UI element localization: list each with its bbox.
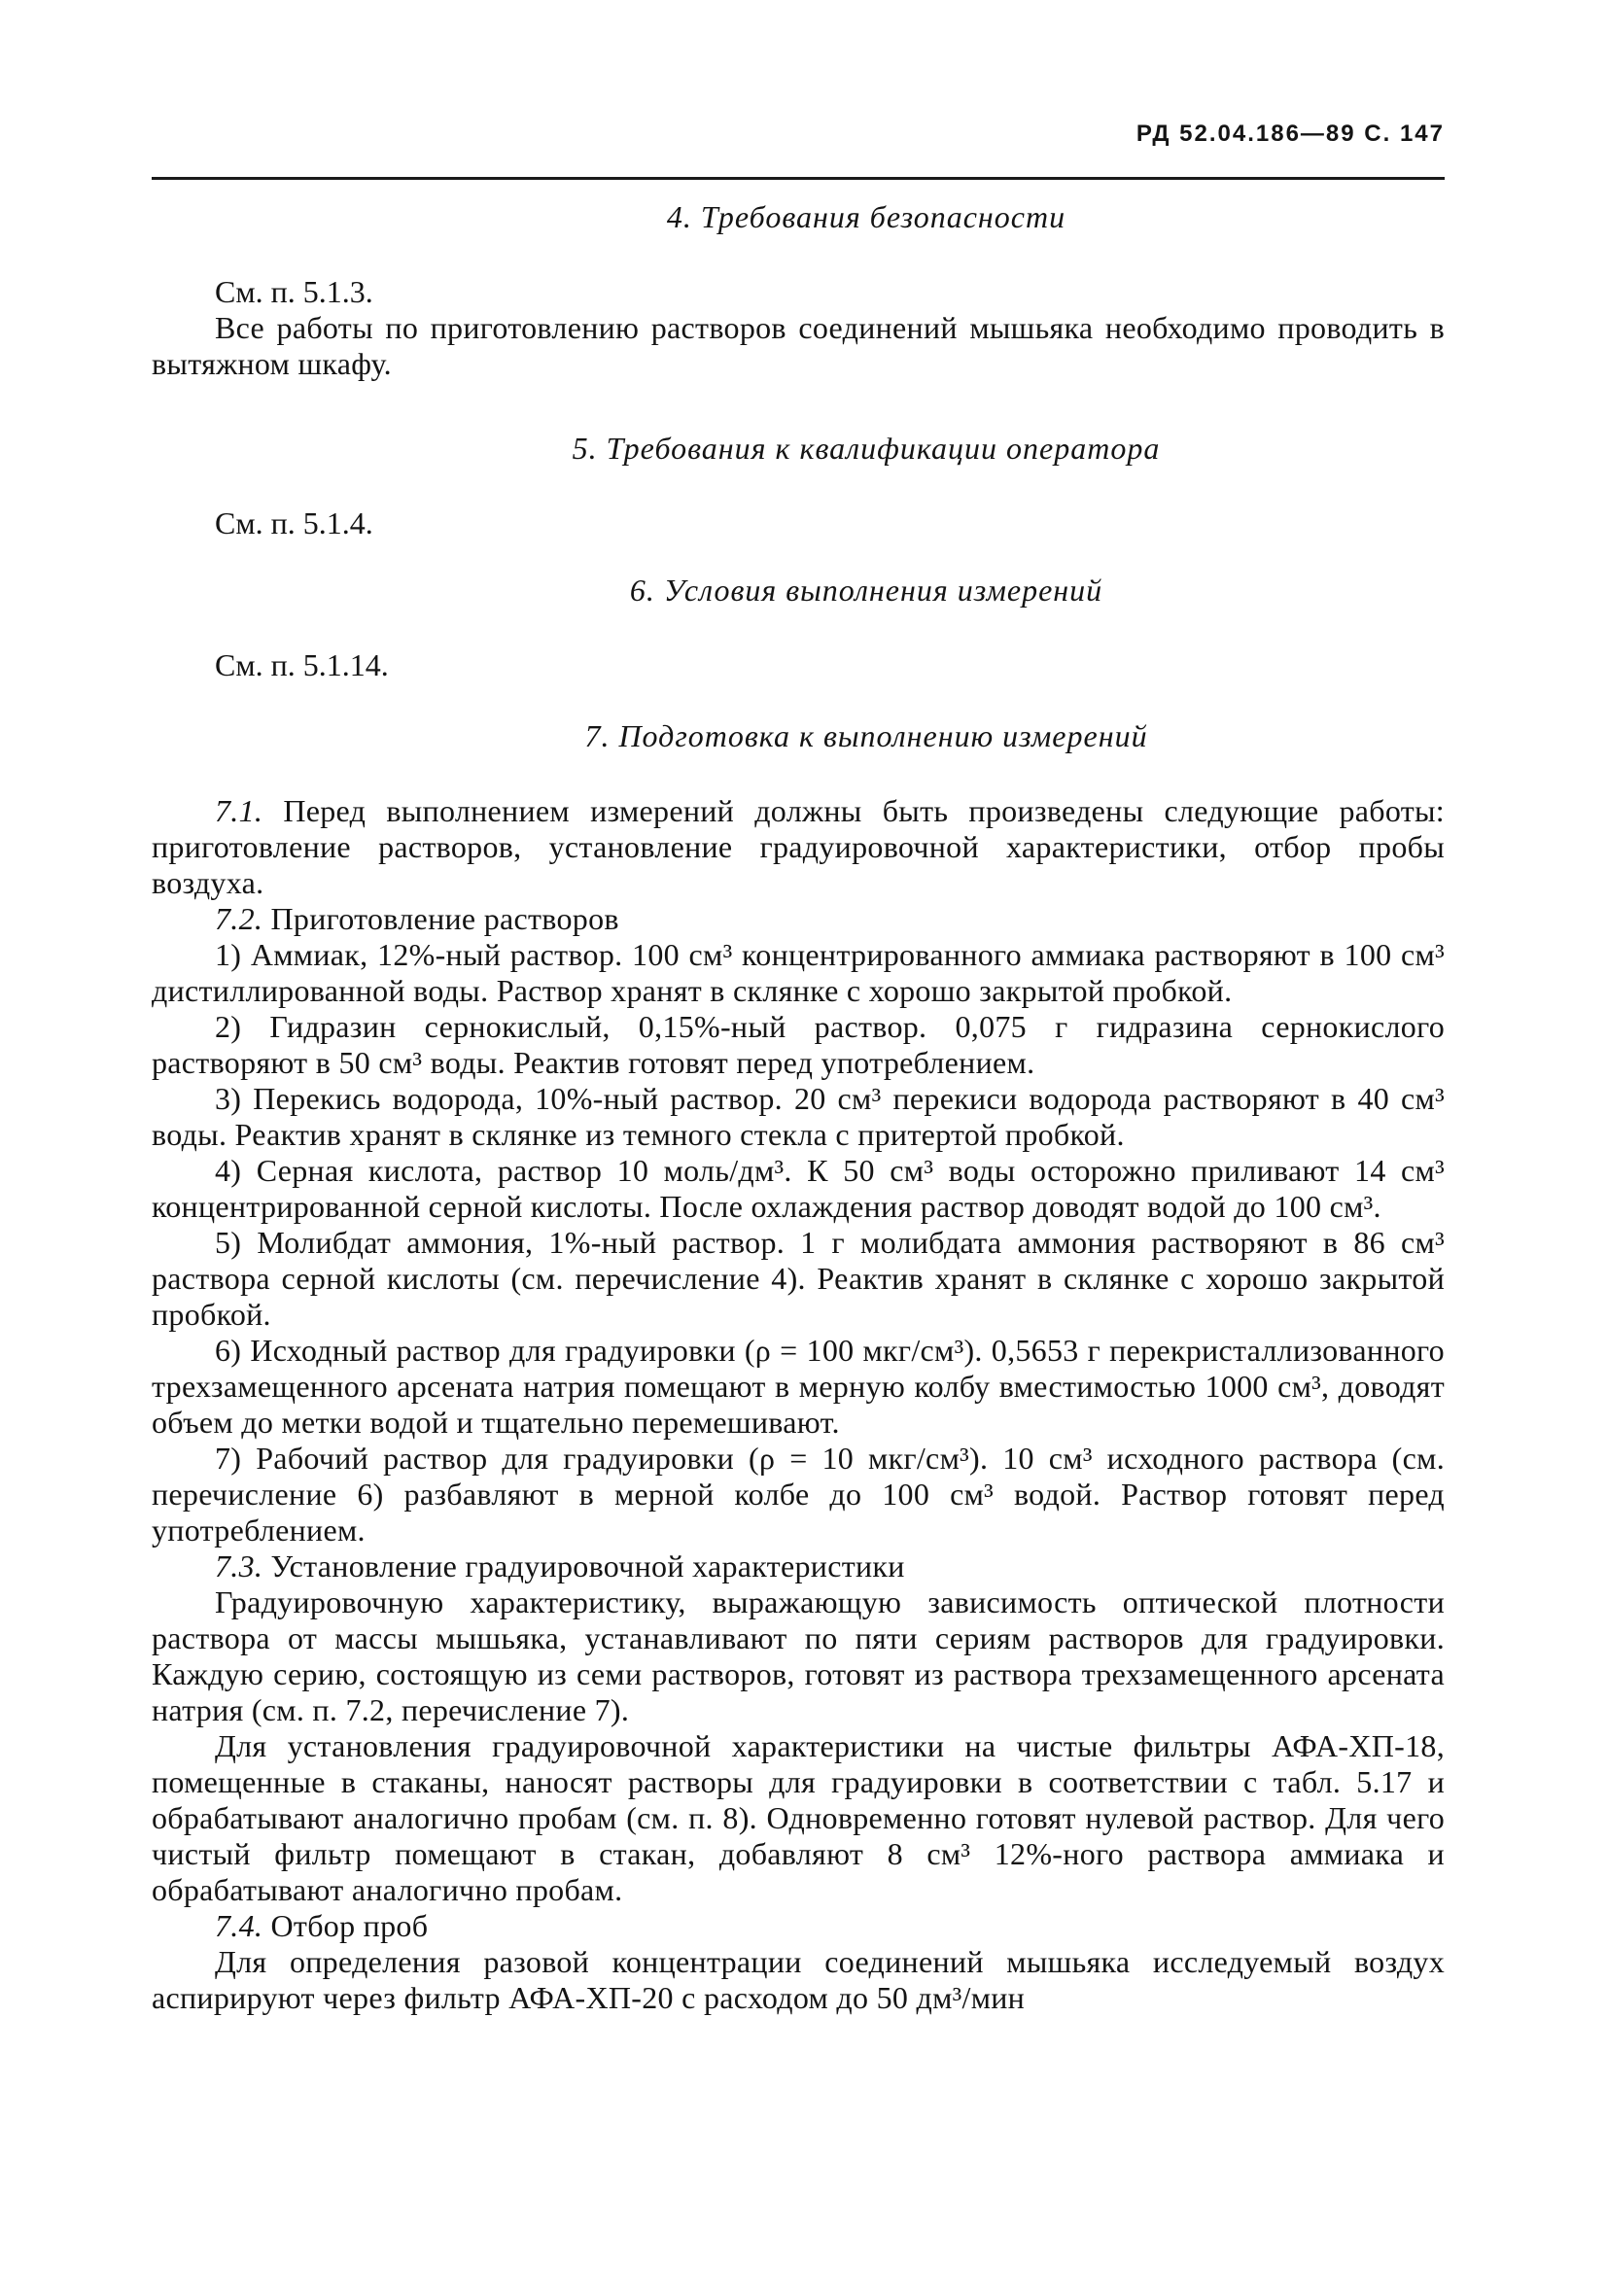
- list-item-4: 4) Серная кислота, раствор 10 моль/дм³. К 50 см³ воды осторожно приливают 14 см³ концентрированной серной кислоты. После охлаждения раствор доводят водой до 100 см³.: [152, 1153, 1445, 1224]
- clause-number-7-1: 7.1.: [215, 793, 263, 828]
- list-item-2: 2) Гидразин сернокислый, 0,15%-ный раствор. 0,075 г гидразина сернокислого растворяют в 50 см³ воды. Реактив готовят перед употреблением.: [152, 1009, 1445, 1080]
- clause-number-7-2: 7.2.: [215, 901, 263, 936]
- paragraph-7-3-heading: Установление градуировочной характеристики: [262, 1548, 905, 1583]
- section-6-title: 6. Условия выполнения измерений: [629, 573, 1103, 608]
- section-7-title: 7. Подготовка к выполнению измерений: [584, 718, 1148, 753]
- list-item-7: 7) Рабочий раствор для градуировки (ρ = 10 мкг/см³). 10 см³ исходного раствора (см. перечисление 6) разбавляют в мерной колбе до 100 см³ водой. Раствор готовят перед употреблением.: [152, 1441, 1445, 1548]
- list-item-3: 3) Перекись водорода, 10%-ный раствор. 20 см³ перекиси водорода растворяют в 40 см³ воды. Реактив хранят в склянке из темного стекла с притертой пробкой.: [152, 1081, 1445, 1152]
- section-4-title: 4. Требования безопасности: [666, 199, 1066, 234]
- document-body: [152, 199, 1445, 2016]
- paragraph-7-3-body-2: Для установления градуировочной характеристики на чистые фильтры АФА-ХП-18, помещенные в стаканы, наносят растворы для градуировки в соответствии с табл. 5.17 и обрабатывают аналогично пробам (см. п. 8). Одновременно готовят нулевой раствор. Для чего чистый фильтр помещают в стакан, добавляют 8 см³ 12%-ного раствора аммиака и обрабатывают аналогично пробам.: [152, 1728, 1445, 1907]
- paragraph-7-1-text: Перед выполнением измерений должны быть произведены следующие работы: приготовление растворов, установление градуировочной характеристики, отбор пробы воздуха.: [152, 793, 1445, 900]
- section-5-reference: См. п. 5.1.4.: [215, 505, 373, 540]
- page-header: РД 52.04.186—89 С. 147: [1135, 121, 1445, 147]
- paragraph-7-4-body: Для определения разовой концентрации соединений мышьяка исследуемый воздух аспирируют через фильтр АФА-ХП-20 с расходом до 50 дм³/мин: [152, 1944, 1445, 2015]
- paragraph-7-2: [152, 901, 1445, 937]
- list-item-5: 5) Молибдат аммония, 1%-ный раствор. 1 г молибдата аммония растворяют в 86 см³ раствора серной кислоты (см. перечисление 4). Реактив хранят в склянке с хорошо закрытой пробкой.: [152, 1225, 1445, 1332]
- paragraph-7-2-heading: Приготовление растворов: [262, 901, 619, 936]
- clause-number-7-3: 7.3.: [215, 1548, 263, 1583]
- section-6-reference: См. п. 5.1.14.: [215, 647, 389, 682]
- list-item-1: 1) Аммиак, 12%-ный раствор. 100 см³ концентрированного аммиака растворяют в 100 см³ дистиллированной воды. Раствор хранят в склянке с хорошо закрытой пробкой.: [152, 937, 1445, 1008]
- paragraph-7-3: [152, 1548, 1445, 1584]
- clause-number-7-4: 7.4.: [215, 1908, 263, 1943]
- section-4-text: Все работы по приготовлению растворов соединений мышьяка необходимо проводить в вытяжном шкафу.: [152, 310, 1445, 381]
- section-5-title: 5. Требования к квалификации оператора: [572, 431, 1161, 466]
- header-rule: [152, 177, 1445, 180]
- paragraph-7-3-body-1: Градуировочную характеристику, выражающую зависимость оптической плотности раствора от массы мышьяка, устанавливают по пяти сериям растворов для градуировки. Каждую серию, состоящую из семи растворов, готовят из раствора трехзамещенного арсената натрия (см. п. 7.2, перечисление 7).: [152, 1584, 1445, 1727]
- paragraph-7-4-heading: Отбор проб: [262, 1908, 429, 1943]
- paragraph-7-4: [152, 1908, 1445, 1944]
- section-4-reference: См. п. 5.1.3.: [215, 274, 373, 309]
- paragraph-7-1: [152, 793, 1445, 901]
- list-item-6: 6) Исходный раствор для градуировки (ρ = 100 мкг/см³). 0,5653 г перекристаллизованного трехзамещенного арсената натрия помещают в мерную колбу вместимостью 1000 см³, доводят объем до метки водой и тщательно перемешивают.: [152, 1333, 1445, 1440]
